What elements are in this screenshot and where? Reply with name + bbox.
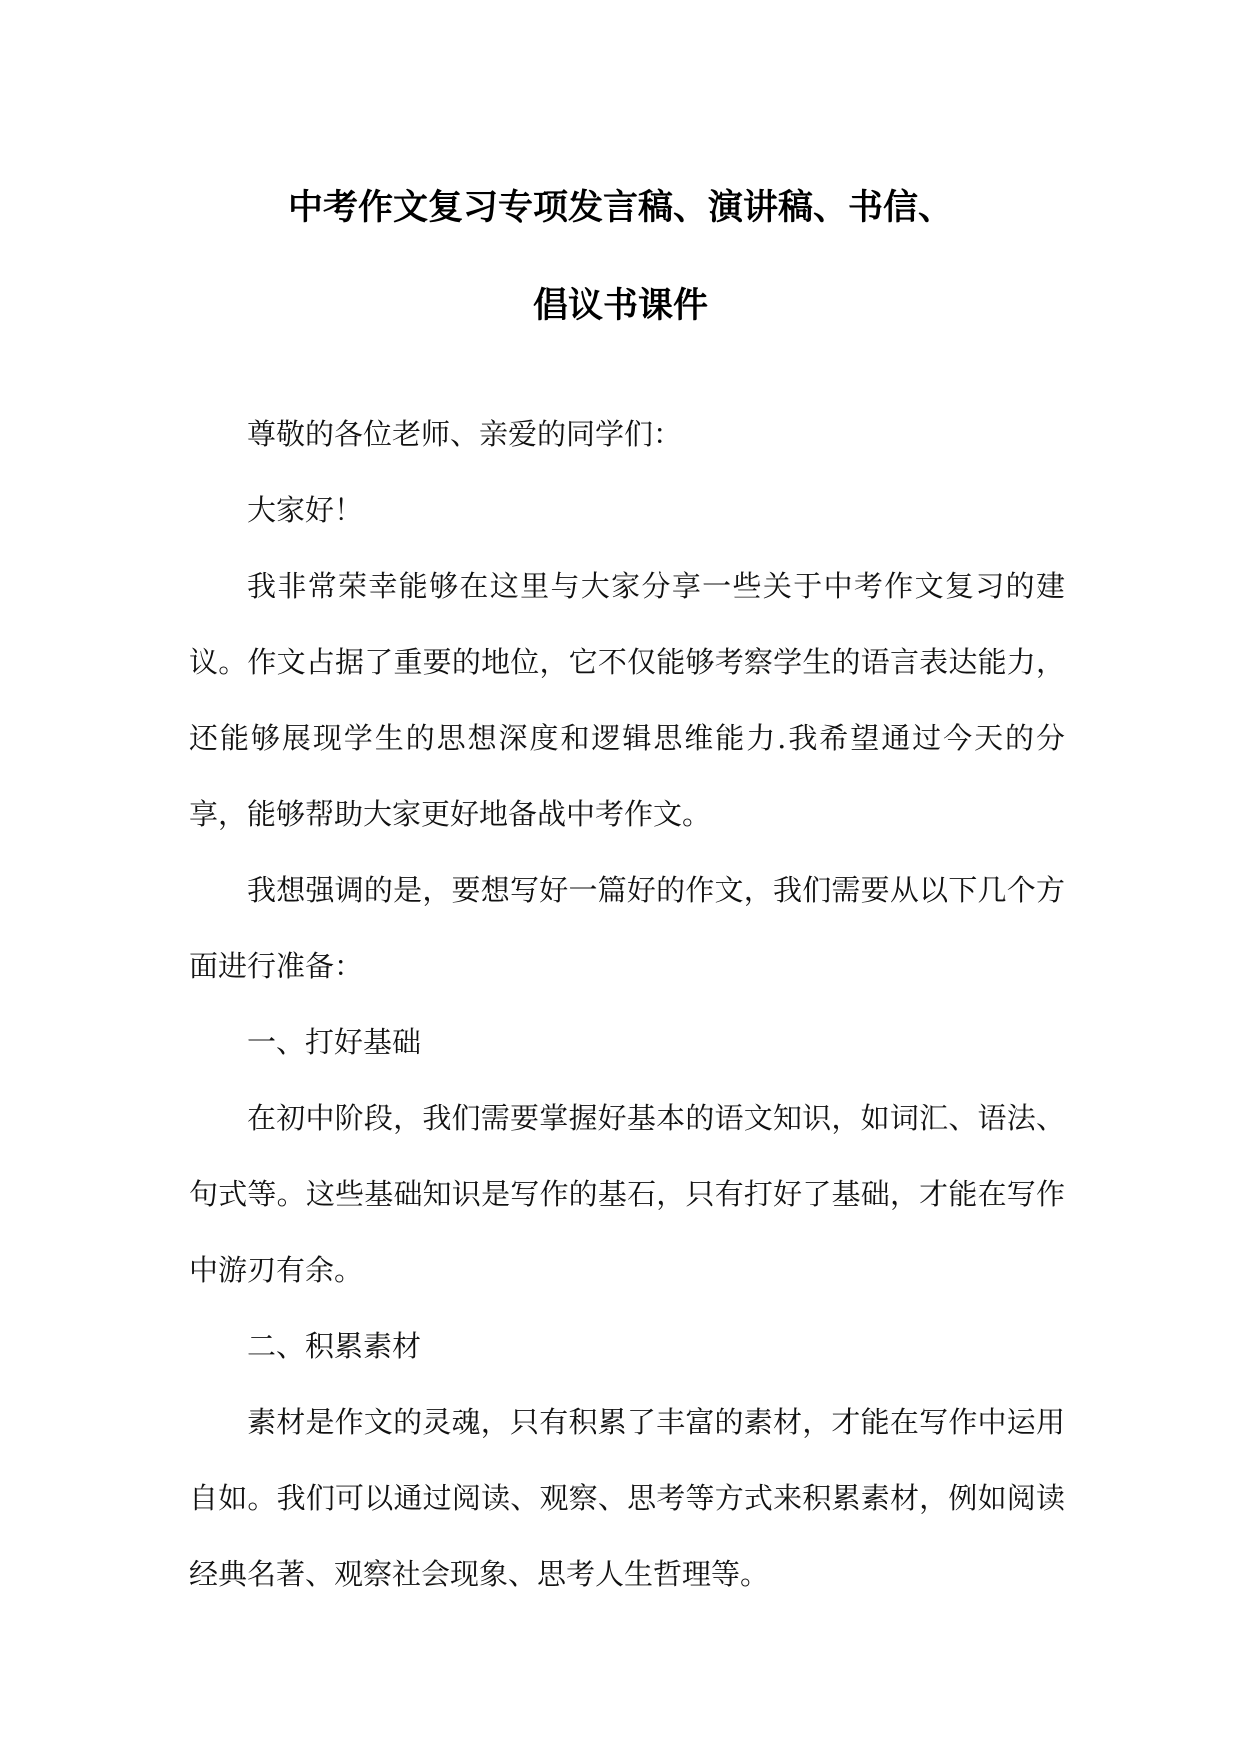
document-title-line-1: 中考作文复习专项发言稿、演讲稿、书信、: [287, 188, 953, 228]
greeting: 大家好！: [247, 493, 364, 527]
document-body: [189, 396, 1065, 1612]
document-title-line-2: 倡议书课件: [532, 286, 708, 326]
paragraph-materials: 素材是作文的灵魂，只有积累了丰富的素材，才能在写作中运用自如。我们可以通过阅读、观察、思考等方式来积累素材，例如阅读经典名著、观察社会现象、思考人生哲理等。: [189, 1405, 1065, 1591]
salutation: 尊敬的各位老师、亲爱的同学们：: [247, 417, 683, 451]
section-heading-2: 二、积累素材: [247, 1329, 422, 1363]
paragraph-basics: 在初中阶段，我们需要掌握好基本的语文知识，如词汇、语法、句式等。这些基础知识是写作的基石，只有打好了基础，才能在写作中游刃有余。: [189, 1101, 1065, 1287]
paragraph-preparation: 我想强调的是，要想写好一篇好的作文，我们需要从以下几个方面进行准备：: [189, 873, 1065, 983]
paragraph-intro: 我非常荣幸能够在这里与大家分享一些关于中考作文复习的建议。作文占据了重要的地位，它不仅能够考察学生的语言表达能力，还能够展现学生的思想深度和逻辑思维能力.我希望通过今天的分享，能够帮助大家更好地备战中考作文。: [189, 569, 1065, 831]
section-heading-1: 一、打好基础: [247, 1025, 422, 1059]
